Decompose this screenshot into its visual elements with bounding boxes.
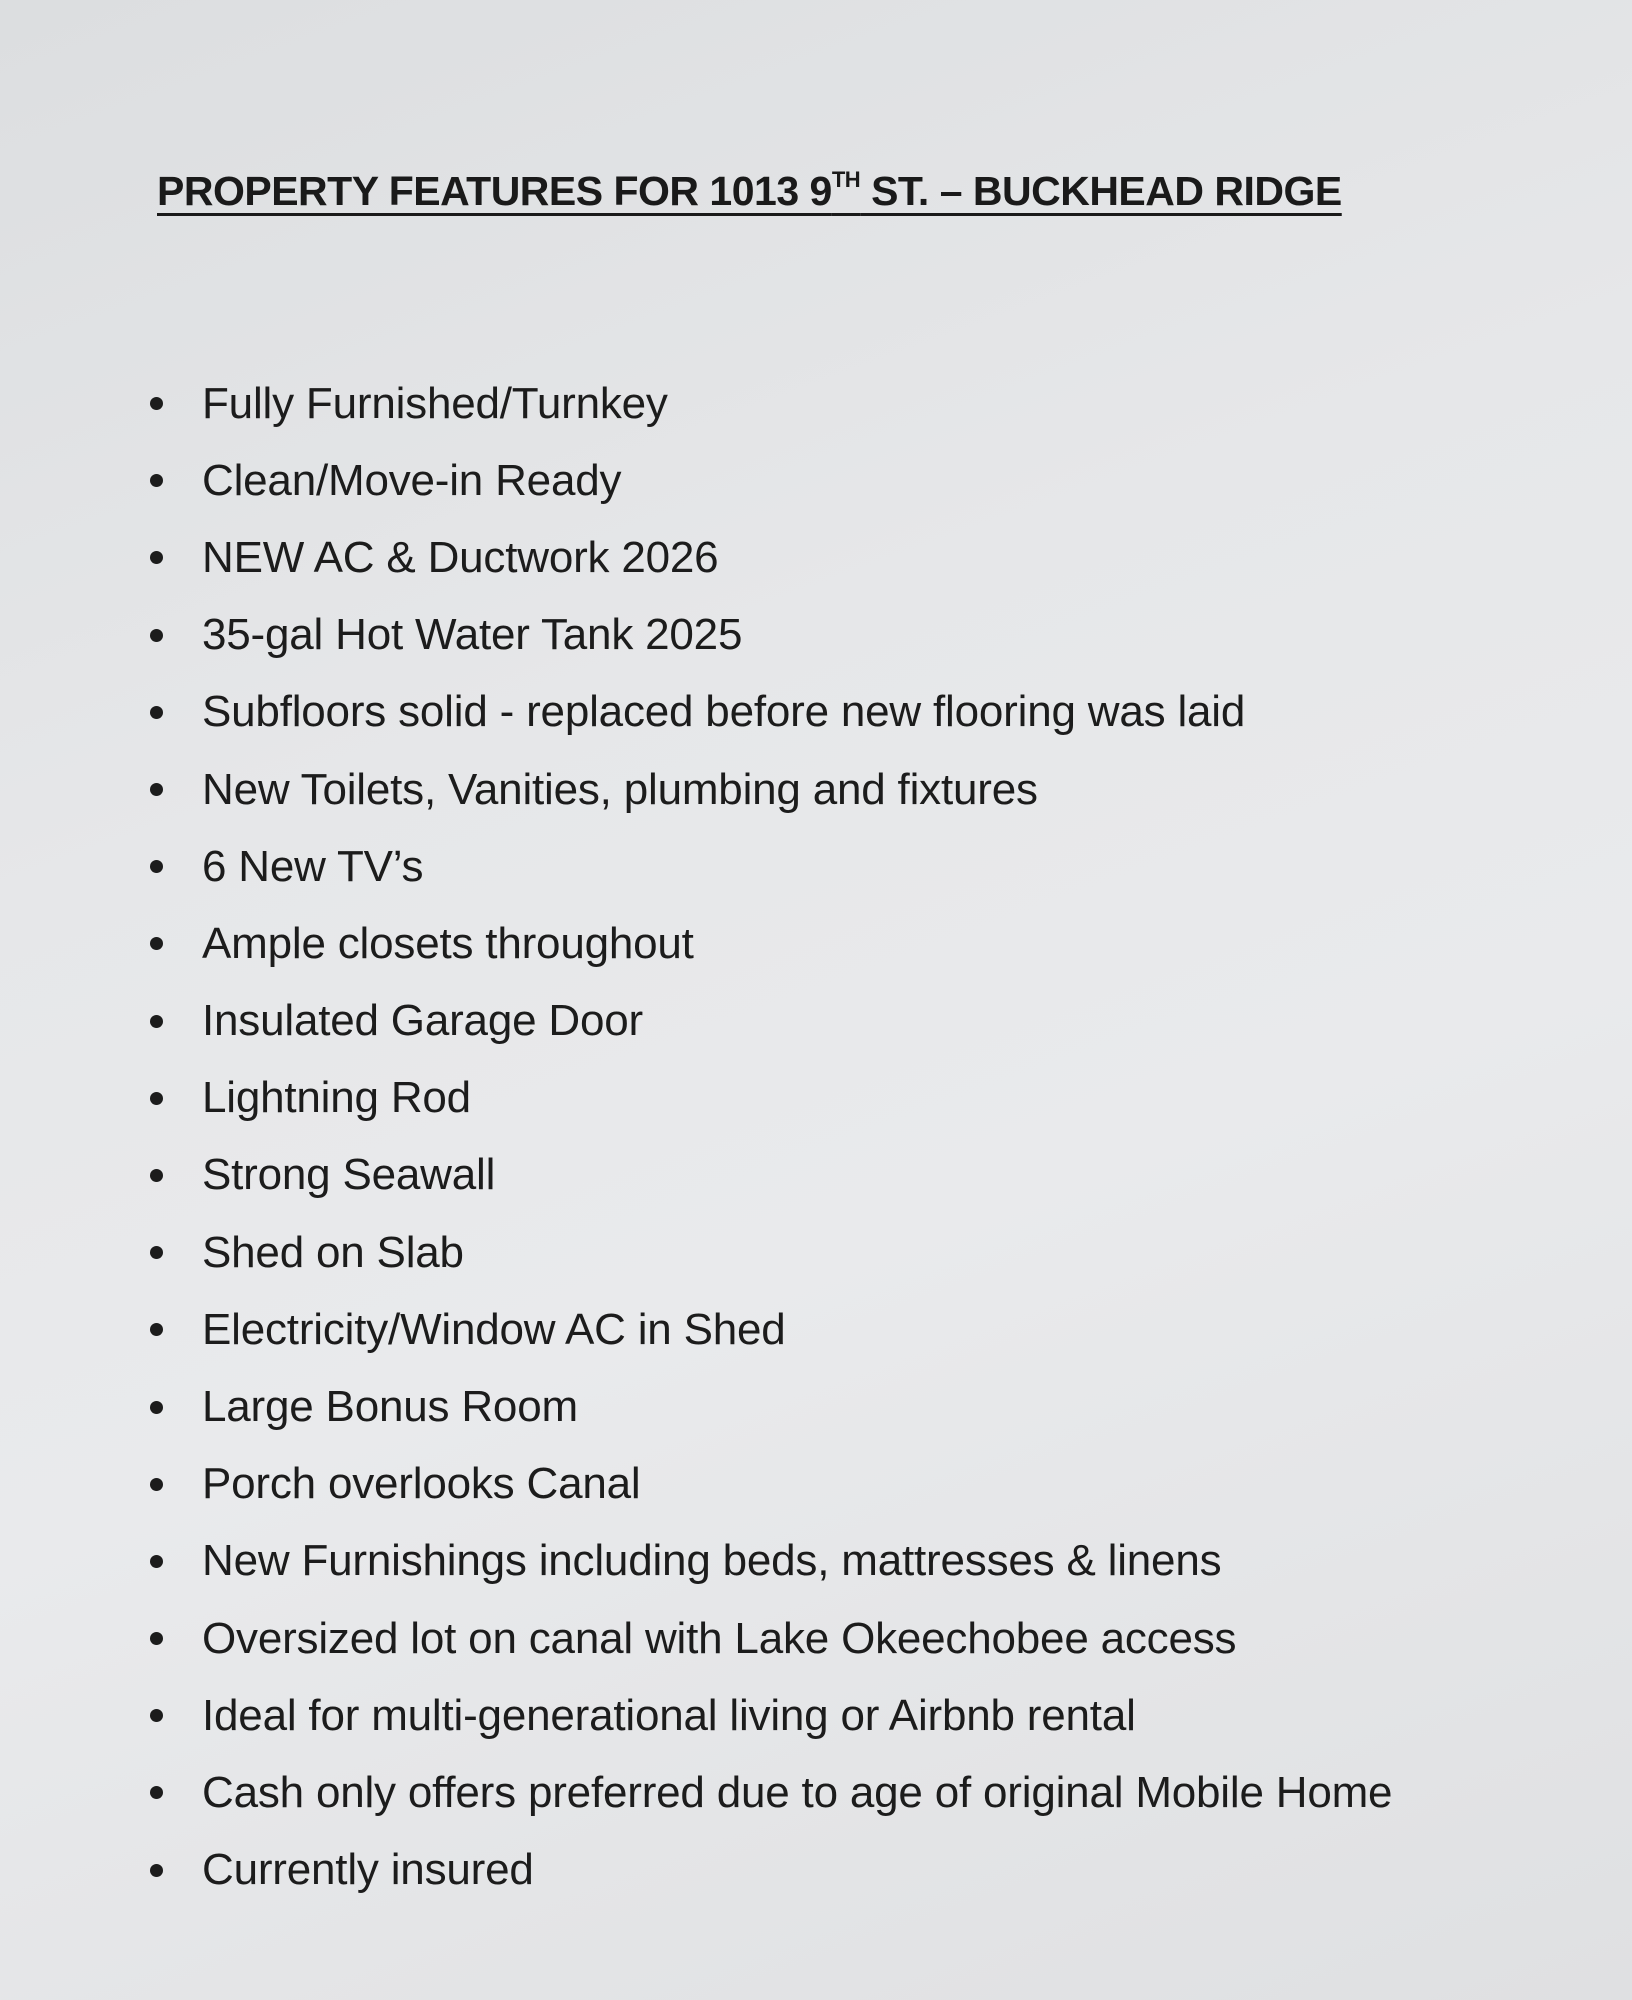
- feature-text: 35-gal Hot Water Tank 2025: [202, 610, 743, 660]
- feature-item: [150, 365, 1392, 442]
- bullet-icon: [150, 1401, 163, 1414]
- feature-item: [150, 751, 1392, 828]
- title-suffix: ST. – BUCKHEAD RIDGE: [860, 168, 1342, 214]
- bullet-icon: [150, 1709, 163, 1722]
- feature-text: New Toilets, Vanities, plumbing and fixtures: [202, 764, 1038, 814]
- feature-item: [150, 674, 1392, 751]
- bullet-icon: [150, 1015, 163, 1028]
- feature-text: 6 New TV’s: [202, 841, 424, 891]
- bullet-icon: [150, 474, 163, 487]
- feature-item: [150, 1523, 1392, 1600]
- feature-item: [150, 1754, 1392, 1831]
- feature-text: New Furnishings including beds, mattresses & linens: [202, 1536, 1222, 1586]
- feature-text: NEW AC & Ductwork 2026: [202, 532, 719, 582]
- bullet-icon: [150, 783, 163, 796]
- bullet-icon: [150, 1169, 163, 1182]
- bullet-icon: [150, 397, 163, 410]
- feature-text: Shed on Slab: [202, 1227, 464, 1277]
- feature-item: [150, 1677, 1392, 1754]
- feature-item: [150, 828, 1392, 905]
- feature-item: [150, 1291, 1392, 1368]
- feature-item: [150, 983, 1392, 1060]
- feature-item: [150, 442, 1392, 519]
- feature-text: Large Bonus Room: [202, 1382, 578, 1432]
- feature-text: Lightning Rod: [202, 1073, 471, 1123]
- feature-list: [150, 365, 1392, 1909]
- bullet-icon: [150, 937, 163, 950]
- feature-text: Strong Seawall: [202, 1150, 496, 1200]
- feature-text: Currently insured: [202, 1845, 534, 1895]
- feature-text: Insulated Garage Door: [202, 996, 643, 1046]
- feature-item: [150, 1137, 1392, 1214]
- feature-text: Porch overlooks Canal: [202, 1459, 641, 1509]
- feature-item: [150, 1368, 1392, 1445]
- bullet-icon: [150, 860, 163, 873]
- feature-text: Electricity/Window AC in Shed: [202, 1304, 786, 1354]
- feature-item: [150, 519, 1392, 596]
- feature-item: [150, 1214, 1392, 1291]
- feature-item: [150, 1832, 1392, 1909]
- bullet-icon: [150, 551, 163, 564]
- title-prefix: PROPERTY FEATURES FOR 1013 9: [157, 168, 832, 214]
- feature-item: [150, 1600, 1392, 1677]
- bullet-icon: [150, 1478, 163, 1491]
- feature-text: Fully Furnished/Turnkey: [202, 378, 668, 428]
- feature-text: Ideal for multi-generational living or Airbnb rental: [202, 1690, 1136, 1740]
- feature-item: [150, 1060, 1392, 1137]
- feature-text: Oversized lot on canal with Lake Okeechobee access: [202, 1613, 1237, 1663]
- bullet-icon: [150, 1555, 163, 1568]
- page-title: [157, 168, 1342, 215]
- feature-item: [150, 905, 1392, 982]
- bullet-icon: [150, 629, 163, 642]
- bullet-icon: [150, 1864, 163, 1877]
- feature-text: Ample closets throughout: [202, 918, 694, 968]
- title-superscript: TH: [831, 167, 861, 192]
- feature-text: Cash only offers preferred due to age of original Mobile Home: [202, 1767, 1393, 1817]
- bullet-icon: [150, 1632, 163, 1645]
- bullet-icon: [150, 706, 163, 719]
- feature-item: [150, 1446, 1392, 1523]
- bullet-icon: [150, 1092, 163, 1105]
- bullet-icon: [150, 1786, 163, 1799]
- feature-text: Clean/Move-in Ready: [202, 455, 622, 505]
- bullet-icon: [150, 1246, 163, 1259]
- feature-text: Subfloors solid - replaced before new flooring was laid: [202, 687, 1246, 737]
- feature-item: [150, 597, 1392, 674]
- bullet-icon: [150, 1323, 163, 1336]
